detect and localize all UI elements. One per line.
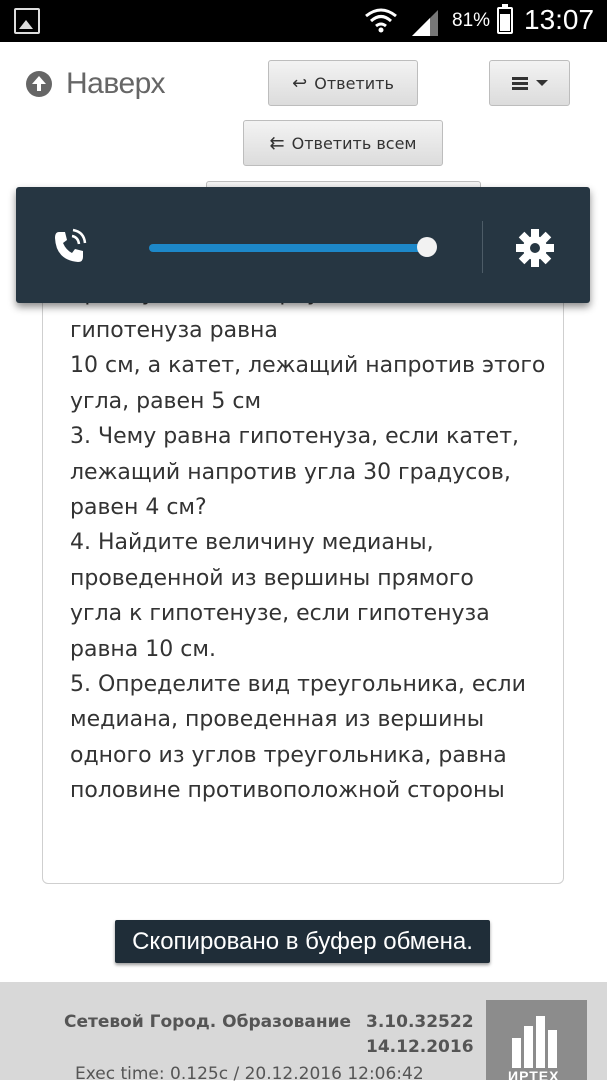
menu-button[interactable] [489, 60, 570, 106]
battery-icon [497, 7, 513, 34]
reply-icon: ↩ [292, 72, 308, 94]
logo-text: ИРТЕХ [508, 1068, 560, 1084]
message-line: 10 см, а катет, лежащий напротив этого [70, 353, 546, 379]
message-line: 4. Найдите величину медианы, [70, 530, 434, 556]
footer-exec-time: Exec time: 0.125c / 20.12.2016 12:06:42 [75, 1064, 424, 1084]
message-text [70, 313, 550, 809]
message-line: угла к гипотенузе, если гипотенуза [70, 601, 490, 627]
toast-message: Скопировано в буфер обмена. [115, 920, 490, 963]
message-line: равна 10 см. [70, 636, 216, 662]
message-line: 5. Определите вид треугольника, если [70, 672, 526, 698]
message-line: лежащий напротив угла 30 градусов, [70, 459, 511, 485]
volume-slider-track[interactable] [149, 244, 427, 252]
irtech-logo [486, 1000, 587, 1084]
scroll-to-top-label: Наверх [66, 67, 165, 100]
chevron-down-icon [536, 80, 548, 86]
message-line: одного из углов треугольника, равна [70, 742, 507, 768]
clock: 13:07 [524, 4, 595, 35]
reply-all-button[interactable] [243, 120, 443, 166]
status-bar [0, 0, 607, 42]
footer [0, 982, 607, 1084]
gallery-notification-icon [14, 8, 40, 34]
hamburger-menu-icon [512, 77, 528, 90]
call-volume-panel [16, 187, 590, 303]
message-line: 3. Чему равна гипотенуза, если катет, [70, 424, 520, 450]
reply-all-icon: ⇇ [269, 132, 285, 154]
scroll-to-top-link[interactable] [26, 64, 165, 104]
message-line: равен 4 см? [70, 495, 207, 521]
gear-icon[interactable] [515, 228, 555, 268]
volume-slider-thumb[interactable] [417, 237, 437, 257]
signal-icon [410, 8, 440, 36]
footer-brand: Сетевой Город. Образование [64, 1012, 352, 1032]
divider [482, 221, 483, 273]
battery-percent: 81% [452, 10, 491, 31]
message-line: медиана, проведенная из вершины [70, 707, 485, 733]
message-line: угла, равен 5 см [70, 388, 262, 414]
wifi-icon [364, 6, 398, 36]
battery-fill [500, 14, 510, 31]
reply-all-button-label: Ответить всем [291, 133, 417, 153]
footer-version: 3.10.32522 [366, 1012, 474, 1032]
arrow-up-circle-icon [26, 71, 52, 97]
reply-button[interactable] [268, 60, 418, 106]
reply-button-label: Ответить [314, 73, 394, 93]
message-line: гипотенуза равна [70, 318, 278, 343]
phone-volume-icon [50, 227, 90, 267]
footer-date: 14.12.2016 [366, 1037, 474, 1057]
message-line: половине противоположной стороны [70, 778, 505, 804]
message-line: проведенной из вершины прямого [70, 565, 474, 591]
